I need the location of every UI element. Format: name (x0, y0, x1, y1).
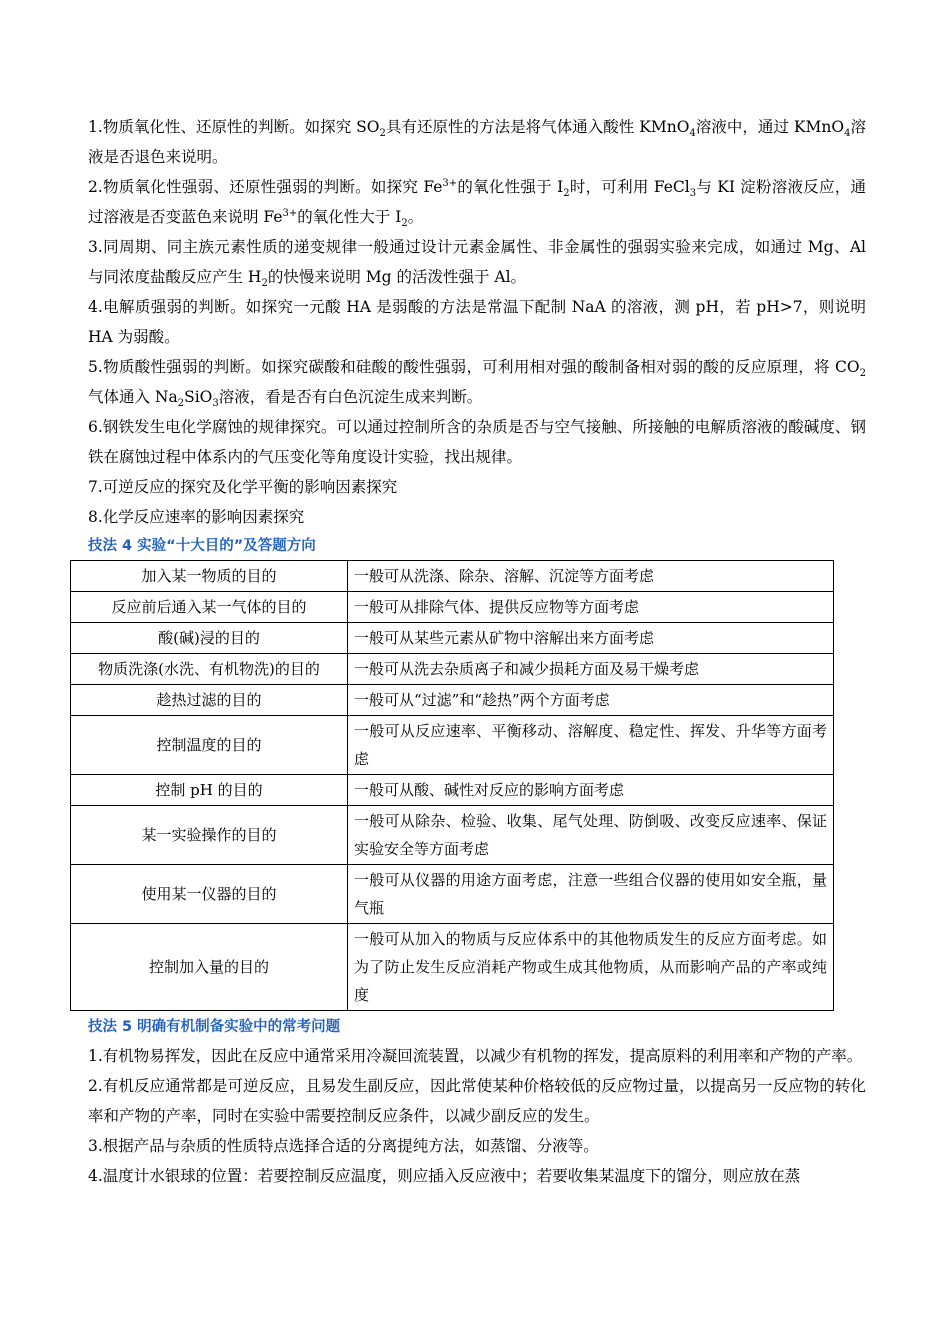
table-row (71, 865, 834, 924)
table-row (71, 924, 834, 1011)
table-row (71, 775, 834, 806)
purpose-cell: 控制加入量的目的 (71, 924, 348, 1011)
purpose-cell: 酸(碱)浸的目的 (71, 623, 348, 654)
direction-cell: 一般可从酸、碱性对反应的影响方面考虑 (348, 775, 834, 806)
document-page (88, 112, 866, 1191)
table-row (71, 561, 834, 592)
table-row (71, 654, 834, 685)
direction-cell: 一般可从洗去杂质离子和减少损耗方面及易干燥考虑 (348, 654, 834, 685)
table-row (71, 592, 834, 623)
purpose-cell: 物质洗涤(水洗、有机物洗)的目的 (71, 654, 348, 685)
purpose-cell: 趁热过滤的目的 (71, 685, 348, 716)
technique5-heading: 技法 5 明确有机制备实验中的常考问题 (88, 1019, 341, 1035)
purpose-cell: 控制 pH 的目的 (71, 775, 348, 806)
purpose-cell: 加入某一物质的目的 (71, 561, 348, 592)
list-item: 1.有机物易挥发，因此在反应中通常采用冷凝回流装置，以减少有机物的挥发，提高原料的利用率和产物的产率。 (88, 1047, 863, 1065)
table-row (71, 716, 834, 775)
item-periodic-trend: 3.同周期、同主族元素性质的递变规律一般通过设计元素金属性、非金属性的强弱实验来完成，如通过 Mg、Al 与同浓度盐酸反应产生 $H_2$的快慢来说明 Mg 的活泼性强于 Al。 (88, 238, 866, 290)
item-redox-strength: 2.物质氧化性强弱、还原性强弱的判断。如探究 $Fe^{3+}$的氧化性强于 $I_2$时，可利用 FeCl$_3$与 KI 淀粉溶液反应，通过溶液是否变蓝色来说明 $Fe^{3+}$的氧化性大于 $I_2$。 (88, 177, 866, 230)
direction-cell: 一般可从“过滤”和“趁热”两个方面考虑 (348, 685, 834, 716)
direction-cell: 一般可从加入的物质与反应体系中的其他物质发生的反应方面考虑。如为了防止发生反应消耗产物或生成其他物质，从而影响产品的产率或纯度 (348, 924, 834, 1011)
item-reaction-rate: 8.化学反应速率的影响因素探究 (88, 508, 305, 526)
technique4-heading: 技法 4 实验“十大目的”及答题方向 (88, 538, 316, 554)
item-reversible-reaction: 7.可逆反应的探究及化学平衡的影响因素探究 (88, 478, 398, 496)
item-electrolyte-strength: 4.电解质强弱的判断。如探究一元酸 HA 是弱酸的方法是常温下配制 NaA 的溶液，测 pH，若 pH>7，则说明 HA 为弱酸。 (88, 298, 866, 346)
item-acid-strength: 5.物质酸性强弱的判断。如探究碳酸和硅酸的酸性强弱，可利用相对强的酸制备相对弱的酸的反应原理，将 $CO_2$气体通入 $Na_2SiO_3$溶液，看是否有白色沉淀生成来判断。 (88, 358, 866, 410)
list-item: 4.温度计水银球的位置：若要控制反应温度，则应插入反应液中；若要收集某温度下的馏分，则应放在蒸 (88, 1167, 801, 1185)
direction-cell: 一般可从某些元素从矿物中溶解出来方面考虑 (348, 623, 834, 654)
direction-cell: 一般可从排除气体、提供反应物等方面考虑 (348, 592, 834, 623)
table-row (71, 623, 834, 654)
item-redox-judgment: 1.物质氧化性、还原性的判断。如探究 $SO_2$具有还原性的方法是将气体通入酸性 KMnO$_4$溶液中，通过 KMnO$_4$溶液是否退色来说明。 (88, 118, 866, 166)
direction-cell: 一般可从除杂、检验、收集、尾气处理、防倒吸、改变反应速率、保证实验安全等方面考虑 (348, 806, 834, 865)
item-steel-corrosion: 6.钢铁发生电化学腐蚀的规律探究。可以通过控制所含的杂质是否与空气接触、所接触的电解质溶液的酸碱度、钢铁在腐蚀过程中体系内的气压变化等角度设计实验，找出规律。 (88, 418, 866, 466)
purpose-cell: 反应前后通入某一气体的目的 (71, 592, 348, 623)
direction-cell: 一般可从反应速率、平衡移动、溶解度、稳定性、挥发、升华等方面考虑 (348, 716, 834, 775)
table-row (71, 806, 834, 865)
table-row (71, 685, 834, 716)
direction-cell: 一般可从仪器的用途方面考虑，注意一些组合仪器的使用如安全瓶，量气瓶 (348, 865, 834, 924)
list-item: 2.有机反应通常都是可逆反应，且易发生副反应，因此常使某种价格较低的反应物过量，以提高另一反应物的转化率和产物的产率，同时在实验中需要控制反应条件，以减少副反应的发生。 (88, 1077, 866, 1125)
purpose-cell: 控制温度的目的 (71, 716, 348, 775)
purpose-cell: 使用某一仪器的目的 (71, 865, 348, 924)
direction-cell: 一般可从洗涤、除杂、溶解、沉淀等方面考虑 (348, 561, 834, 592)
purposes-table (70, 560, 834, 1011)
list-item: 3.根据产品与杂质的性质特点选择合适的分离提纯方法，如蒸馏、分液等。 (88, 1137, 599, 1155)
purpose-cell: 某一实验操作的目的 (71, 806, 348, 865)
